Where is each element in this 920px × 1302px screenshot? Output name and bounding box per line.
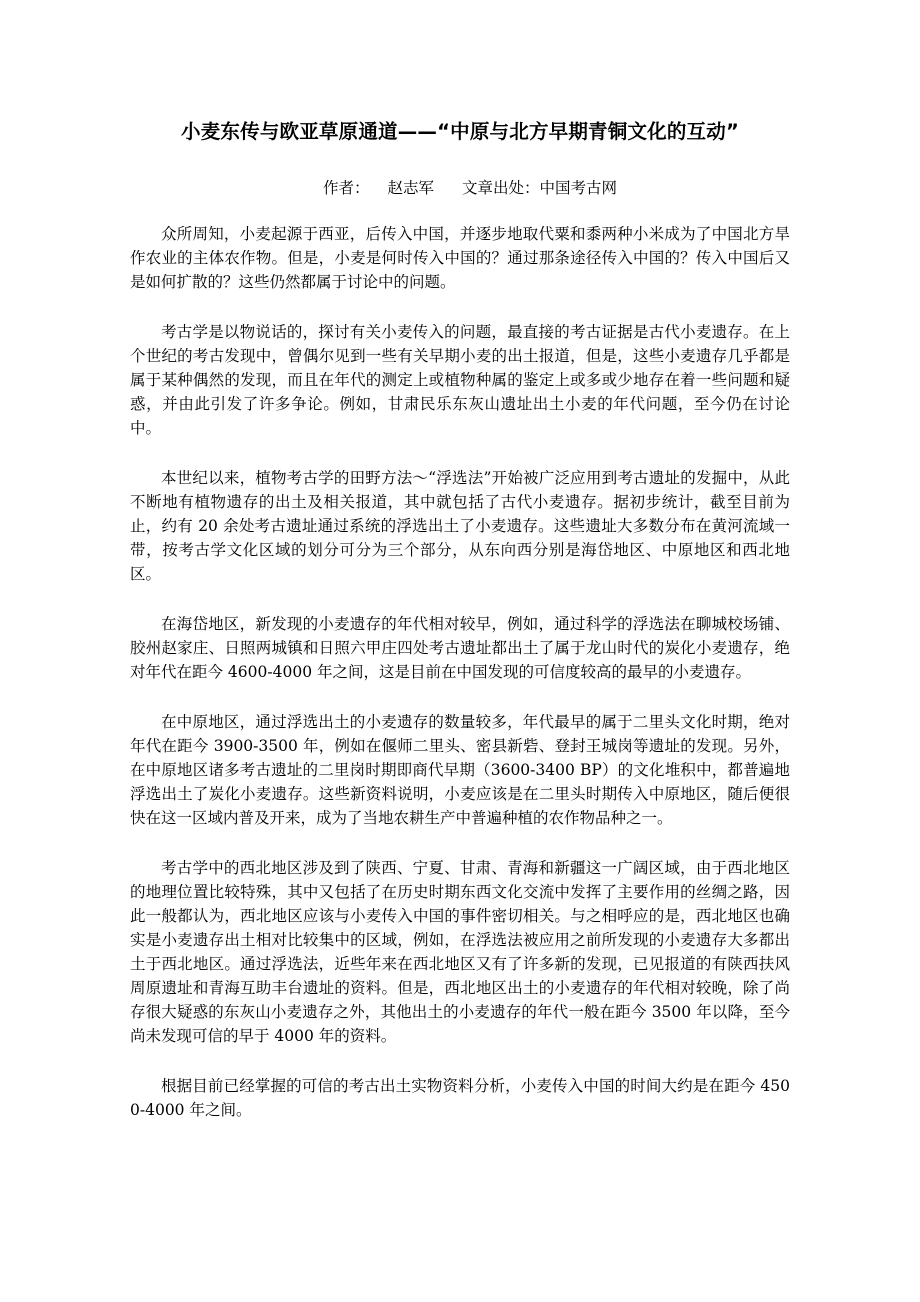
author-name: 赵志军 xyxy=(387,179,434,197)
paragraph-intro: 众所周知，小麦起源于西亚，后传入中国，并逐步地取代粟和黍两种小米成为了中国北方旱作农业的主体农作物。但是，小麦是何时传入中国的？通过那条途径传入中国的？传入中国后又是如何扩散的？这些仍然都属于讨论中的问题。 xyxy=(130,225,790,291)
paragraph-conclusion: 根据目前已经掌握的可信的考古出土实物资料分析，小麦传入中国的时间大约是在距今 4500-4000 年之间。 xyxy=(130,1077,790,1119)
source-label: 文章出处： xyxy=(462,179,540,197)
author-label: 作者： xyxy=(322,179,370,197)
article-title: 小麦东传与欧亚草原通道——“中原与北方早期青铜文化的互动” xyxy=(181,120,739,143)
source-name: 中国考古网 xyxy=(539,179,618,197)
paragraph-archaeology: 考古学是以物说话的，探讨有关小麦传入的问题，最直接的考古证据是古代小麦遗存。在上个世纪的考古发现中，曾偶尔见到一些有关早期小麦的出土报道，但是，这些小麦遗存几乎都是属于某种偶然的发现，而且在年代的测定上或植物种属的鉴定上或多或少地存在着一些问题和疑惑，并由此引发了许多争论。例如，甘肃民乐东灰山遗址出土小麦的年代问题，至今仍在讨论中。 xyxy=(130,323,790,437)
paragraph-flotation: 本世纪以来，植物考古学的田野方法～“浮选法”开始被广泛应用到考古遗址的发掘中，从此不断地有植物遗存的出土及相关报道，其中就包括了古代小麦遗存。据初步统计，截至目前为止，约有 20 余处考古遗址通过系统的浮选出土了小麦遗存。这些遗址大多数分布在黄河流域一带，按考古学文化区域的划分可分为三个部分，从东向西分别是海岱地区、中原地区和西北地区。 xyxy=(130,469,790,583)
paragraph-haidai: 在海岱地区，新发现的小麦遗存的年代相对较早，例如，通过科学的浮选法在聊城校场铺、胶州赵家庄、日照两城镇和日照六甲庄四处考古遗址都出土了属于龙山时代的炭化小麦遗存，绝对年代在距今 4600-4000 年之间，这是目前在中国发现的可信度较高的最早的小麦遗存。 xyxy=(130,615,790,681)
document-page xyxy=(130,118,790,1122)
paragraph-northwest: 考古学中的西北地区涉及到了陕西、宁夏、甘肃、青海和新疆这一广阔区域，由于西北地区的地理位置比较特殊，其中又包括了在历史时期东西文化交流中发挥了主要作用的丝绸之路，因此一般都认为，西北地区应该与小麦传入中国的事件密切相关。与之相呼应的是，西北地区也确实是小麦遗存出土相对比较集中的区域，例如，在浮选法被应用之前所发现的小麦遗存大多都出土于西北地区。通过浮选法，近些年来在西北地区又有了许多新的发现，已见报道的有陕西扶风周原遗址和青海互助丰台遗址的资料。但是，西北地区出土的小麦遗存的年代相对较晚，除了尚存很大疑惑的东灰山小麦遗存之外，其他出土的小麦遗存的年代一般在距今 3500 年以降，至今尚未发现可信的早于 4000 年的资料。 xyxy=(130,859,790,1045)
byline xyxy=(130,176,790,200)
paragraph-central-plains: 在中原地区，通过浮选出土的小麦遗存的数量较多，年代最早的属于二里头文化时期，绝对年代在距今 3900-3500 年，例如在偃师二里头、密县新砦、登封王城岗等遗址的发现。另外，在中原地区诸多考古遗址的二里岗时期即商代早期（3600-3400 BP）的文化堆积中，都普遍地浮选出土了炭化小麦遗存。这些新资料说明，小麦应该是在二里头时期传入中原地区，随后便很快在这一区域内普及开来，成为了当地农耕生产中普遍种植的农作物品种之一。 xyxy=(130,713,790,827)
